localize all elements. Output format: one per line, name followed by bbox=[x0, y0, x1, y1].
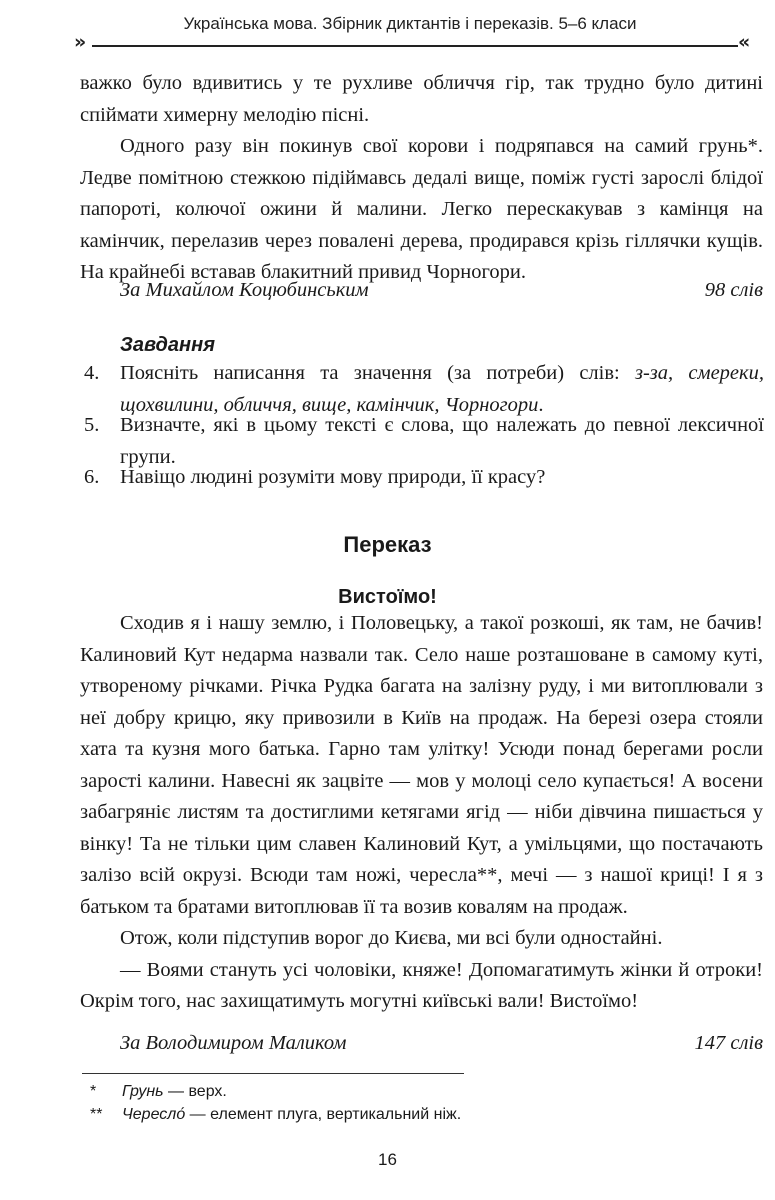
dictation-paragraph-continued: важко було вдивитись у те рухливе обличчя гір, так трудно було дитині спіймати химерну мелодію пісні. bbox=[80, 72, 763, 126]
retelling-attribution bbox=[120, 1032, 763, 1064]
footnote-rule bbox=[82, 1073, 464, 1074]
tasks-heading: Завдання bbox=[120, 334, 215, 356]
footnote-mark: ** bbox=[90, 1106, 103, 1123]
task-item bbox=[84, 462, 764, 494]
header-ornament-left: » bbox=[74, 31, 87, 53]
task-text: Поясніть написання та значення (за потреби) слів: з-за, смереки, щохвилини, обличчя, вище, камінчик, Чорногори. bbox=[120, 362, 764, 416]
task-text: Визначте, які в цьому тексті є слова, що належать до певної лексичної групи. bbox=[120, 414, 764, 468]
retelling-author: За Володимиром Маликом bbox=[120, 1032, 347, 1054]
dictation-paragraph: Одного разу він покинув свої корови і подряпався на самий грунь*. Ледве помітною стежкою підіймавсь дедалі вище, поміж густі зарослі блідої папороті, колючої ожини й малини. Легко перескакував з камінця на камінчик, перелазив через повалені дерева, продирався крізь гіллячки кущів. На крайнебі вставав блакитний привид Чорногори. bbox=[80, 135, 763, 283]
header-rule bbox=[92, 45, 738, 47]
footnote bbox=[90, 1083, 227, 1101]
running-header-title: Українська мова. Збірник диктантів і переказів. 5–6 класи bbox=[183, 14, 637, 33]
footnote-mark: * bbox=[90, 1083, 97, 1100]
dictation-text bbox=[80, 68, 763, 289]
task-number: 6. bbox=[84, 466, 100, 488]
page-number: 16 bbox=[378, 1150, 397, 1169]
section-title: Переказ bbox=[343, 532, 432, 557]
retelling-paragraph: — Воями стануть усі чоловіки, княже! Допомагатимуть жінки й отроки! Окрім того, нас захищатимуть могутні київські вали! Вистоїмо! bbox=[80, 958, 763, 1012]
dictation-author: За Михайлом Коцюбинським bbox=[120, 279, 369, 301]
task-text: Навіщо людині розуміти мову природи, її красу? bbox=[120, 466, 546, 488]
header-ornament-right: « bbox=[738, 31, 751, 53]
footnote-definition: — верх. bbox=[163, 1083, 227, 1100]
task-number: 4. bbox=[84, 362, 100, 384]
footnote-term: Чересло́ bbox=[122, 1106, 186, 1123]
retelling-paragraph: Отож, коли підступив ворог до Києва, ми всі були одностайні. bbox=[120, 927, 663, 949]
retelling-word-count: 147 слів bbox=[694, 1032, 763, 1054]
footnote-term: Грунь bbox=[122, 1083, 164, 1100]
footnote-definition: — елемент плуга, вертикальний ніж. bbox=[185, 1106, 462, 1123]
text-title: Вистоїмо! bbox=[338, 586, 437, 608]
retelling-paragraph: Сходив я і нашу землю, і Половецьку, а такої розкоші, як там, не бачив! Калиновий Кут недарма назвали так. Село наше розташоване в самому куті, утвореному річками. Річка Рудка багата на залізну руду, і ми витоплювали з неї добру крицю, яку привозили в Київ на продаж. На березі озера стояли хата та кузня мого батька. Гарно там улітку! Усюди понад берегами росли зарості калини. Навесні як зацвіте — мов у молоці село купається! А восени забагряніє листям та достиглими кетягами ягід — ніби дівчина пишається у вінку! Та не тільки цим славен Калиновий Кут, а умільцями, що постачають залізо всій окрузі. Всюди там ножі, чересла**, мечі — з нашої криці! І я з батьком та братами витоплював її та возив ковалям на продаж. bbox=[80, 612, 763, 918]
retelling-text bbox=[80, 608, 763, 1018]
dictation-word-count: 98 слів bbox=[704, 279, 763, 301]
task-instruction: Поясніть написання та значення (за потреби) слів: bbox=[120, 362, 620, 384]
dictation-attribution bbox=[120, 279, 763, 311]
footnote bbox=[90, 1106, 461, 1124]
task-words: з-за, смереки, щохвилини, обличчя, вище, камінчик, Чорногори bbox=[120, 362, 764, 416]
task-number: 5. bbox=[84, 414, 100, 436]
